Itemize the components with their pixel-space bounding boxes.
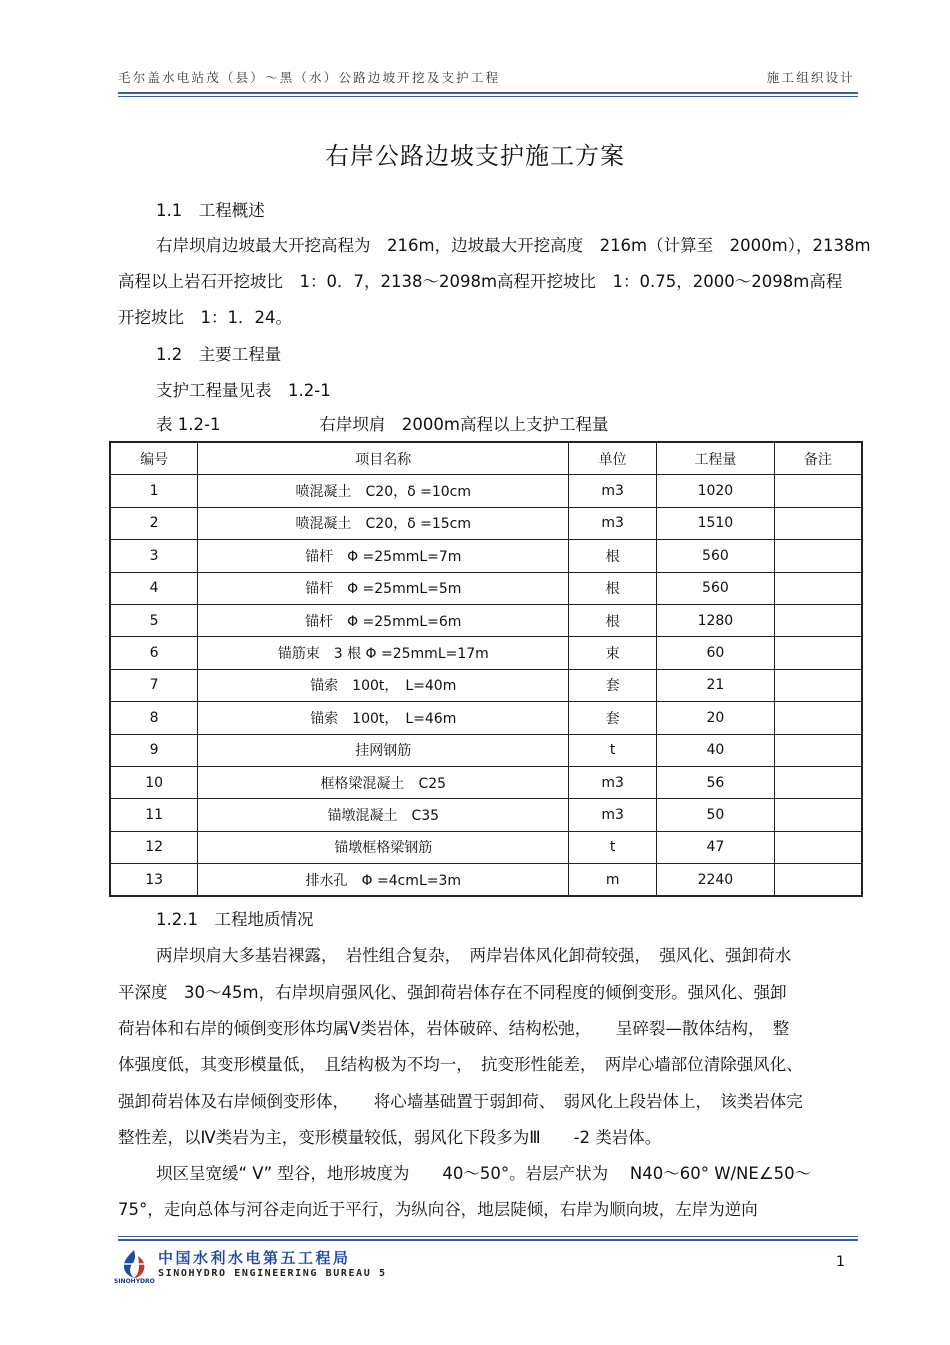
- cell-item-name: 锚索 100t， L=40m: [198, 669, 569, 701]
- table-header-row: [110, 442, 862, 475]
- cell-item-name: 锚杆 Φ =25mmL=6m: [198, 604, 569, 636]
- cell-quantity: 1280: [657, 604, 775, 636]
- cell-quantity: 20: [657, 702, 775, 734]
- geology-line-7: 坝区呈宽缓“ V” 型谷，地形坡度为 40～50°。岩层产状为 N40～60° W/NE∠50～: [156, 1164, 812, 1183]
- overview-line-2: 高程以上岩石开挖坡比 1：0．7，2138～2098m高程开挖坡比 1：0.75，2000～2098m高程: [118, 272, 843, 291]
- page-title: 右岸公路边坡支护施工方案: [325, 142, 625, 170]
- cell-number: 3: [110, 540, 198, 572]
- geology-line-1: 两岸坝肩大多基岩裸露， 岩性组合复杂， 两岸岩体风化卸荷较强， 强风化、强卸荷水: [156, 946, 792, 965]
- cell-number: 9: [110, 734, 198, 766]
- cell-number: 5: [110, 604, 198, 636]
- cell-item-name: 排水孔 Φ =4cmL=3m: [198, 864, 569, 897]
- cell-number: 10: [110, 766, 198, 798]
- cell-unit: 根: [569, 572, 657, 604]
- footer-rule: [118, 1239, 858, 1241]
- cell-unit: t: [569, 831, 657, 863]
- cell-item-name: 锚杆 Φ =25mmL=7m: [198, 540, 569, 572]
- cell-unit: 束: [569, 637, 657, 669]
- cell-unit: m3: [569, 799, 657, 831]
- table-row: [110, 507, 862, 539]
- table-row: [110, 669, 862, 701]
- section-1-2-1-heading: 1.2.1 工程地质情况: [156, 910, 314, 929]
- cell-number: 1: [110, 475, 198, 507]
- cell-remarks: [774, 604, 862, 636]
- header-rule: [118, 92, 858, 94]
- cell-remarks: [774, 637, 862, 669]
- cell-quantity: 1020: [657, 475, 775, 507]
- cell-number: 7: [110, 669, 198, 701]
- table-row: [110, 831, 862, 863]
- footer-company-chinese: 中国水利水电第五工程局: [158, 1249, 351, 1267]
- cell-quantity: 2240: [657, 864, 775, 897]
- col-header-number: 编号: [110, 442, 198, 475]
- cell-quantity: 40: [657, 734, 775, 766]
- cell-unit: m3: [569, 766, 657, 798]
- cell-unit: m: [569, 864, 657, 897]
- cell-quantity: 50: [657, 799, 775, 831]
- cell-number: 6: [110, 637, 198, 669]
- overview-line-3: 开挖坡比 1：1．24。: [118, 308, 292, 327]
- cell-item-name: 喷混凝土 C20，δ =10cm: [198, 475, 569, 507]
- geology-line-5: 强卸荷岩体及右岸倾倒变形体， 将心墙基础置于弱卸荷、 弱风化上段岩体上， 该类岩体完: [118, 1092, 803, 1111]
- cell-remarks: [774, 507, 862, 539]
- cell-number: 2: [110, 507, 198, 539]
- header-rule-thin: [118, 96, 858, 97]
- footer-company-english: SINOHYDRO ENGINEERING BUREAU 5: [158, 1268, 387, 1279]
- geology-line-4: 体强度低，其变形模量低， 且结构极为不均一， 抗变形性能差， 两岸心墙部位清除强风化、: [118, 1055, 803, 1074]
- table-row: [110, 702, 862, 734]
- overview-line-1: 右岸坝肩边坡最大开挖高程为 216m，边坡最大开挖高度 216m（计算至 2000m），2138m: [156, 236, 871, 255]
- col-header-item-name: 项目名称: [198, 442, 569, 475]
- cell-quantity: 60: [657, 637, 775, 669]
- logo-caption: SINOHYDRO: [114, 1278, 155, 1285]
- cell-unit: 套: [569, 702, 657, 734]
- table-row: [110, 864, 862, 897]
- section-1-2-heading: 1.2 主要工程量: [156, 345, 282, 364]
- col-header-unit: 单位: [569, 442, 657, 475]
- table-row: [110, 799, 862, 831]
- header-document-type: 施工组织设计: [766, 70, 855, 85]
- table-row: [110, 540, 862, 572]
- table-row: [110, 766, 862, 798]
- cell-quantity: 47: [657, 831, 775, 863]
- col-header-quantity: 工程量: [657, 442, 775, 475]
- cell-number: 4: [110, 572, 198, 604]
- section-1-2-intro: 支护工程量见表 1.2-1: [156, 381, 331, 400]
- table-row: [110, 637, 862, 669]
- cell-quantity: 560: [657, 572, 775, 604]
- cell-item-name: 锚杆 Φ =25mmL=5m: [198, 572, 569, 604]
- geology-line-6: 整性差，以Ⅳ类岩为主，变形模量较低，弱风化下段多为Ⅲ -2 类岩体。: [118, 1128, 662, 1147]
- cell-item-name: 挂网钢筋: [198, 734, 569, 766]
- cell-unit: m3: [569, 475, 657, 507]
- sinohydro-logo-icon: [118, 1248, 150, 1280]
- cell-remarks: [774, 864, 862, 897]
- page-number: 1: [836, 1254, 845, 1270]
- section-1-1-heading: 1.1 工程概述: [156, 201, 265, 220]
- cell-unit: 套: [569, 669, 657, 701]
- cell-quantity: 1510: [657, 507, 775, 539]
- cell-item-name: 锚筋束 3 根 Φ =25mmL=17m: [198, 637, 569, 669]
- quantity-table: [109, 441, 863, 897]
- geology-line-3: 荷岩体和右岸的倾倒变形体均属Ⅴ类岩体，岩体破碎、结构松弛， 呈碎裂—散体结构， 整: [118, 1019, 790, 1038]
- cell-remarks: [774, 540, 862, 572]
- cell-number: 11: [110, 799, 198, 831]
- cell-number: 8: [110, 702, 198, 734]
- cell-remarks: [774, 766, 862, 798]
- cell-quantity: 21: [657, 669, 775, 701]
- cell-remarks: [774, 799, 862, 831]
- cell-remarks: [774, 572, 862, 604]
- table-row: [110, 734, 862, 766]
- cell-item-name: 锚墩框格梁钢筋: [198, 831, 569, 863]
- cell-remarks: [774, 475, 862, 507]
- table-row: [110, 572, 862, 604]
- cell-unit: t: [569, 734, 657, 766]
- cell-item-name: 框格梁混凝土 C25: [198, 766, 569, 798]
- cell-remarks: [774, 734, 862, 766]
- geology-line-2: 平深度 30～45m，右岸坝肩强风化、强卸荷岩体存在不同程度的倾倒变形。强风化、强卸: [118, 983, 787, 1002]
- cell-remarks: [774, 669, 862, 701]
- col-header-remarks: 备注: [774, 442, 862, 475]
- geology-line-8: 75°，走向总体与河谷走向近于平行，为纵向谷，地层陡倾，右岸为顺向坡，左岸为逆向: [118, 1200, 758, 1219]
- cell-quantity: 560: [657, 540, 775, 572]
- table-row: [110, 604, 862, 636]
- cell-quantity: 56: [657, 766, 775, 798]
- cell-remarks: [774, 702, 862, 734]
- cell-number: 13: [110, 864, 198, 897]
- cell-unit: m3: [569, 507, 657, 539]
- cell-item-name: 喷混凝土 C20，δ =15cm: [198, 507, 569, 539]
- cell-remarks: [774, 831, 862, 863]
- cell-unit: 根: [569, 604, 657, 636]
- cell-number: 12: [110, 831, 198, 863]
- table-caption: 表 1.2-1 右岸坝肩 2000m高程以上支护工程量: [156, 415, 609, 434]
- table-row: [110, 475, 862, 507]
- cell-item-name: 锚索 100t， L=46m: [198, 702, 569, 734]
- header-project-title: 毛尔盖水电站茂（县）～黑（水）公路边坡开挖及支护工程: [118, 70, 501, 85]
- cell-unit: 根: [569, 540, 657, 572]
- cell-item-name: 锚墩混凝土 C35: [198, 799, 569, 831]
- footer-rule-thin: [118, 1236, 858, 1237]
